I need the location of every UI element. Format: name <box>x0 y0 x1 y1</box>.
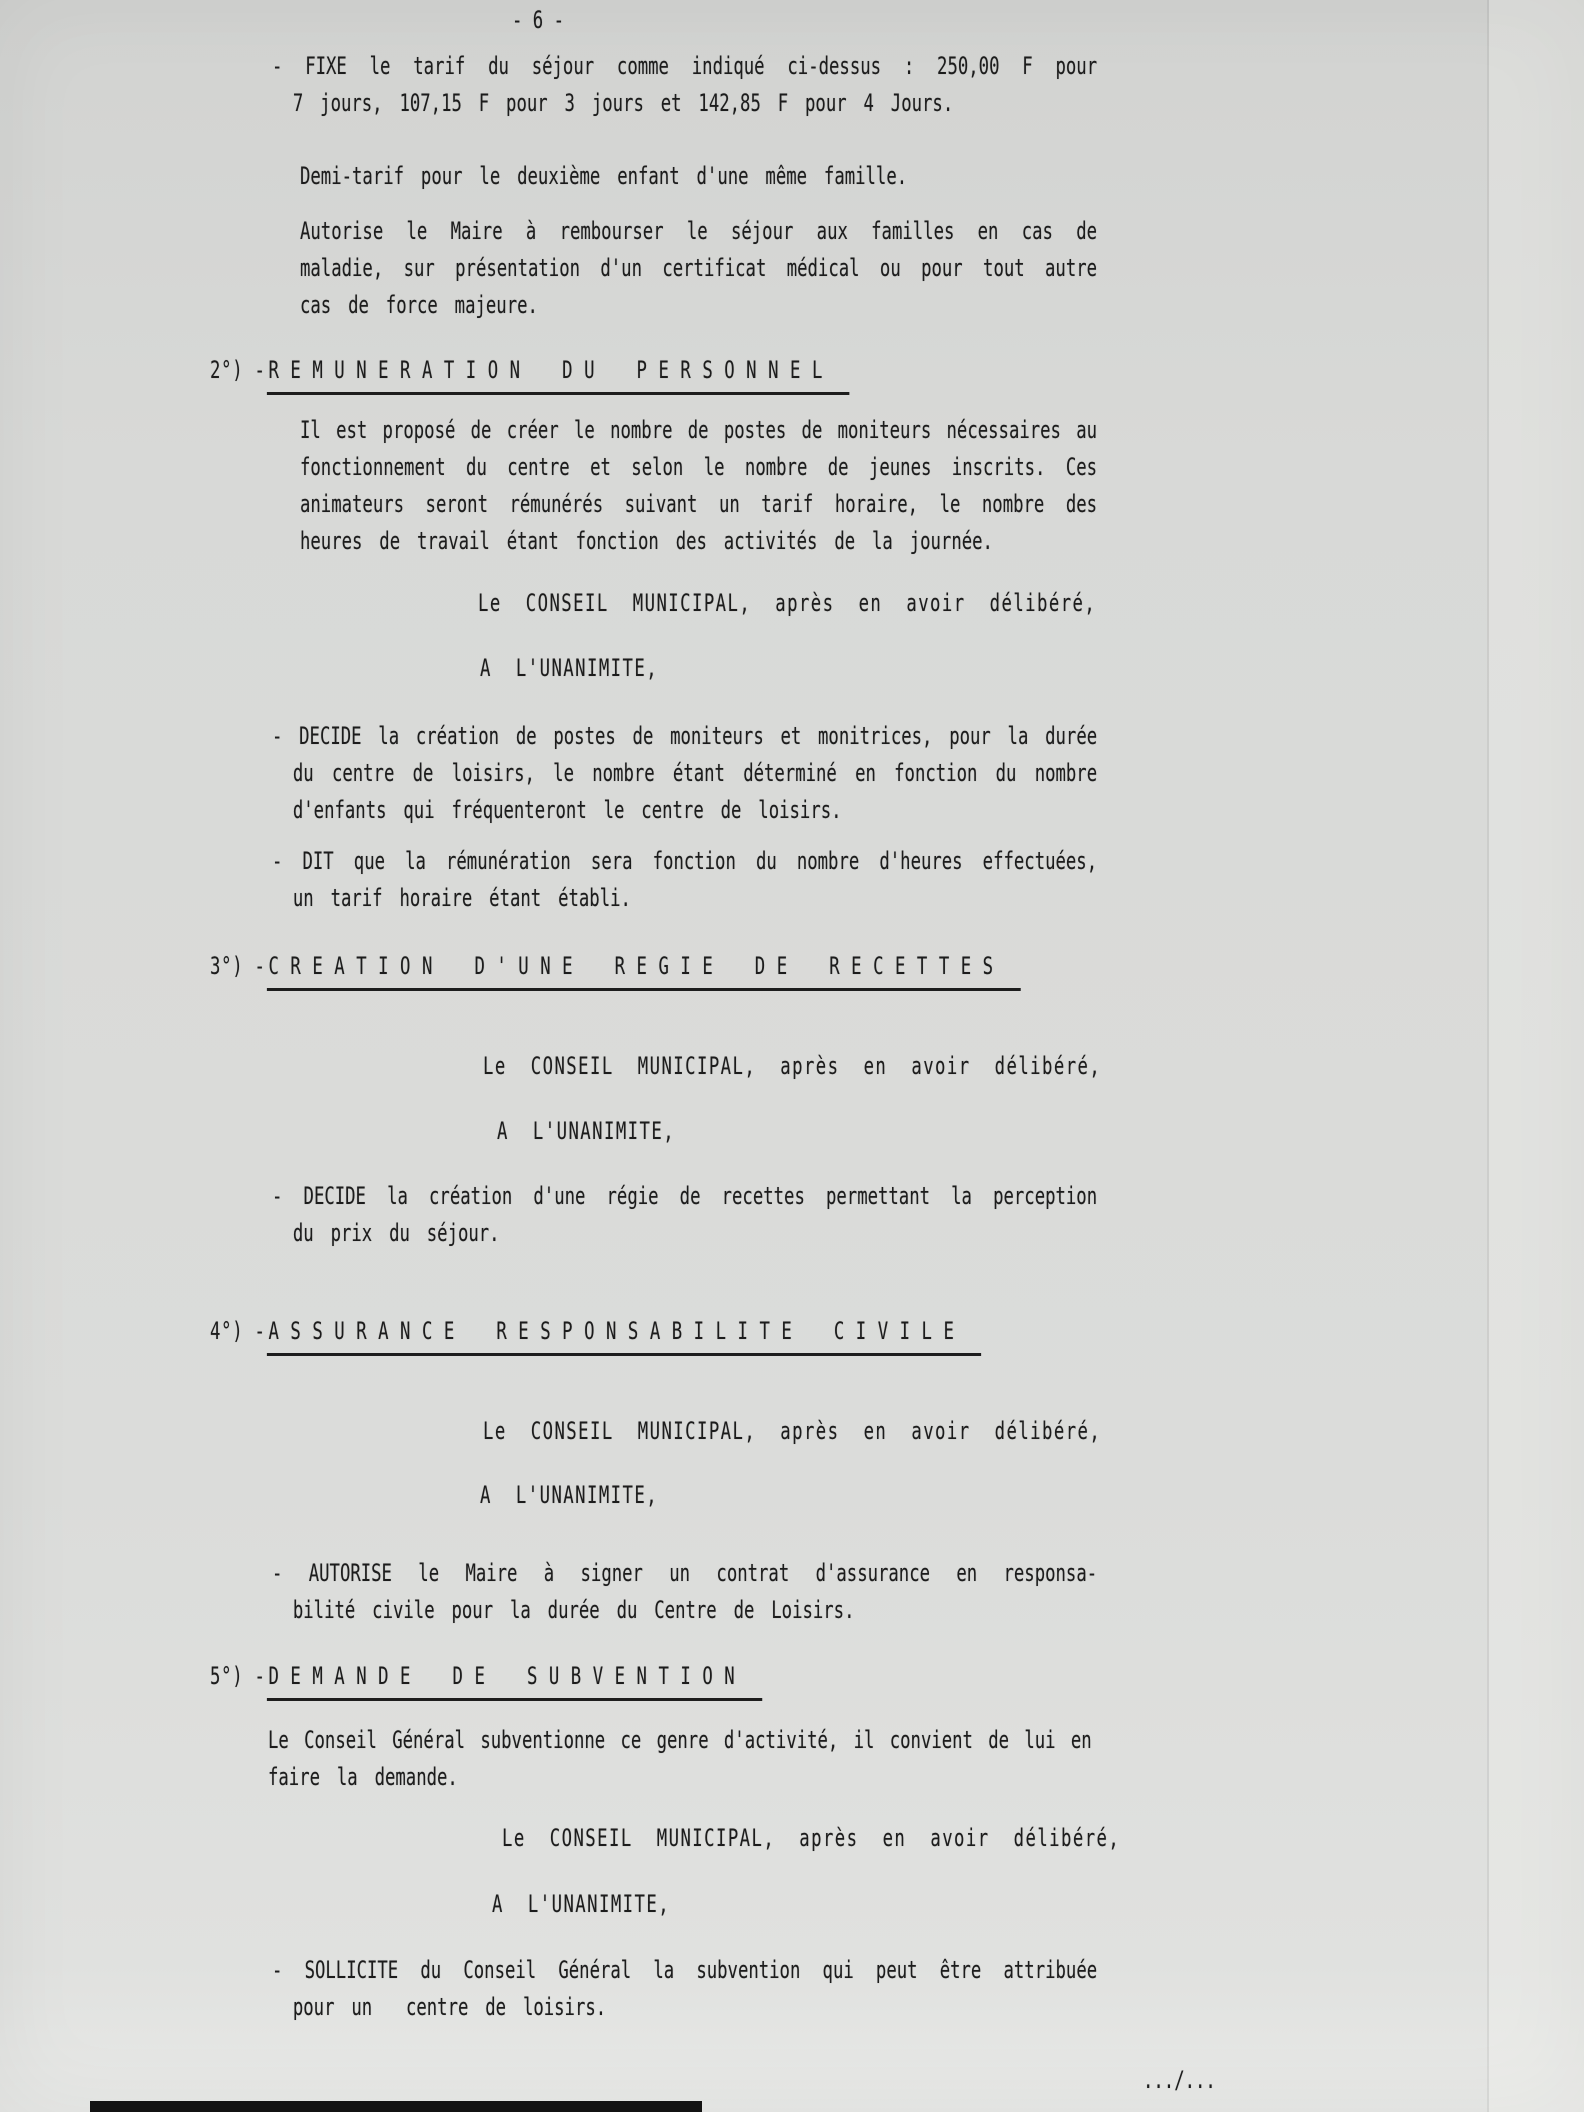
section-heading <box>210 948 1020 991</box>
text-line: Demi-tarif pour le deuxième enfant d'une même famille. <box>300 162 908 190</box>
scan-edge-artifact <box>90 2101 702 2112</box>
paragraph <box>300 158 1097 195</box>
text-line: Autorise le Maire à rembourser le séjour aux familles en cas de <box>300 217 1098 245</box>
text-line: bilité civile pour la durée du Centre de Loisirs. <box>292 1596 855 1624</box>
text-line: - DECIDE la création d'une régie de recettes permettant la perception <box>272 1182 1098 1210</box>
section-number: 5°) - <box>210 1662 266 1690</box>
text-line: - SOLLICITE du Conseil Général la subvention qui peut être attribuée <box>272 1956 1098 1984</box>
text-line: - DECIDE la création de postes de moniteurs et monitrices, pour la durée <box>272 722 1098 750</box>
deliberation-line: Le CONSEIL MUNICIPAL, après en avoir délibéré, <box>483 1052 1102 1080</box>
text-line: du prix du séjour. <box>292 1219 500 1247</box>
text-line: animateurs seront rémunérés suivant un tarif horaire, le nombre des <box>300 490 1098 518</box>
deliberation-line: A L'UNANIMITE, <box>480 654 659 682</box>
paragraph <box>300 213 1097 324</box>
section-heading <box>210 1313 981 1356</box>
section-heading <box>210 352 850 395</box>
page-number: - 6 - <box>512 6 565 34</box>
list-item <box>272 1178 1097 1252</box>
section-title: ASSURANCE RESPONSABILITE CIVILE <box>267 1316 981 1356</box>
deliberation-line: A L'UNANIMITE, <box>480 1481 659 1509</box>
deliberation-line: A L'UNANIMITE, <box>497 1117 676 1145</box>
deliberation-line: Le CONSEIL MUNICIPAL, après en avoir délibéré, <box>502 1824 1121 1852</box>
text-line: 7 jours, 107,15 F pour 3 jours et 142,85 F pour 4 Jours. <box>292 89 954 117</box>
text-line: un tarif horaire étant établi. <box>292 884 631 912</box>
list-item <box>272 48 1097 122</box>
text-line: Il est proposé de créer le nombre de postes de moniteurs nécessaires au <box>300 416 1098 444</box>
list-item <box>272 843 1097 917</box>
text-line: maladie, sur présentation d'un certificat médical ou pour tout autre <box>300 254 1098 282</box>
paragraph <box>268 1722 1092 1796</box>
section-title: REMUNERATION DU PERSONNEL <box>267 355 850 395</box>
text-line: cas de force majeure. <box>300 291 538 319</box>
text-line: faire la demande. <box>268 1763 458 1791</box>
text-line: - FIXE le tarif du séjour comme indiqué ci-dessus : 250,00 F pour <box>272 52 1098 80</box>
deliberation-line: Le CONSEIL MUNICIPAL, après en avoir délibéré, <box>478 589 1097 617</box>
text-line: - DIT que la rémunération sera fonction du nombre d'heures effectuées, <box>272 847 1098 875</box>
paper-edge-band <box>1489 0 1584 2112</box>
continuation-mark: .../... <box>1143 2066 1216 2094</box>
deliberation-line: A L'UNANIMITE, <box>492 1890 671 1918</box>
section-number: 2°) - <box>210 356 266 384</box>
text-line: d'enfants qui fréquenteront le centre de loisirs. <box>292 796 842 824</box>
section-number: 4°) - <box>210 1317 266 1345</box>
list-item <box>272 718 1097 829</box>
deliberation-line: Le CONSEIL MUNICIPAL, après en avoir délibéré, <box>483 1417 1102 1445</box>
section-title: CREATION D'UNE REGIE DE RECETTES <box>267 951 1020 991</box>
text-line: Le Conseil Général subventionne ce genre d'activité, il convient de lui en <box>268 1726 1092 1754</box>
text-line: du centre de loisirs, le nombre étant déterminé en fonction du nombre <box>292 759 1098 787</box>
text-line: - AUTORISE le Maire à signer un contrat d'assurance en responsa- <box>272 1559 1098 1587</box>
section-heading <box>210 1658 762 1701</box>
text-line: pour un centre de loisirs. <box>292 1993 607 2021</box>
text-line: heures de travail étant fonction des activités de la journée. <box>300 527 993 555</box>
section-title: DEMANDE DE SUBVENTION <box>267 1661 762 1701</box>
text-line: fonctionnement du centre et selon le nombre de jeunes inscrits. Ces <box>300 453 1098 481</box>
paragraph <box>300 412 1097 560</box>
section-number: 3°) - <box>210 952 266 980</box>
list-item <box>272 1952 1097 2026</box>
list-item <box>272 1555 1097 1629</box>
